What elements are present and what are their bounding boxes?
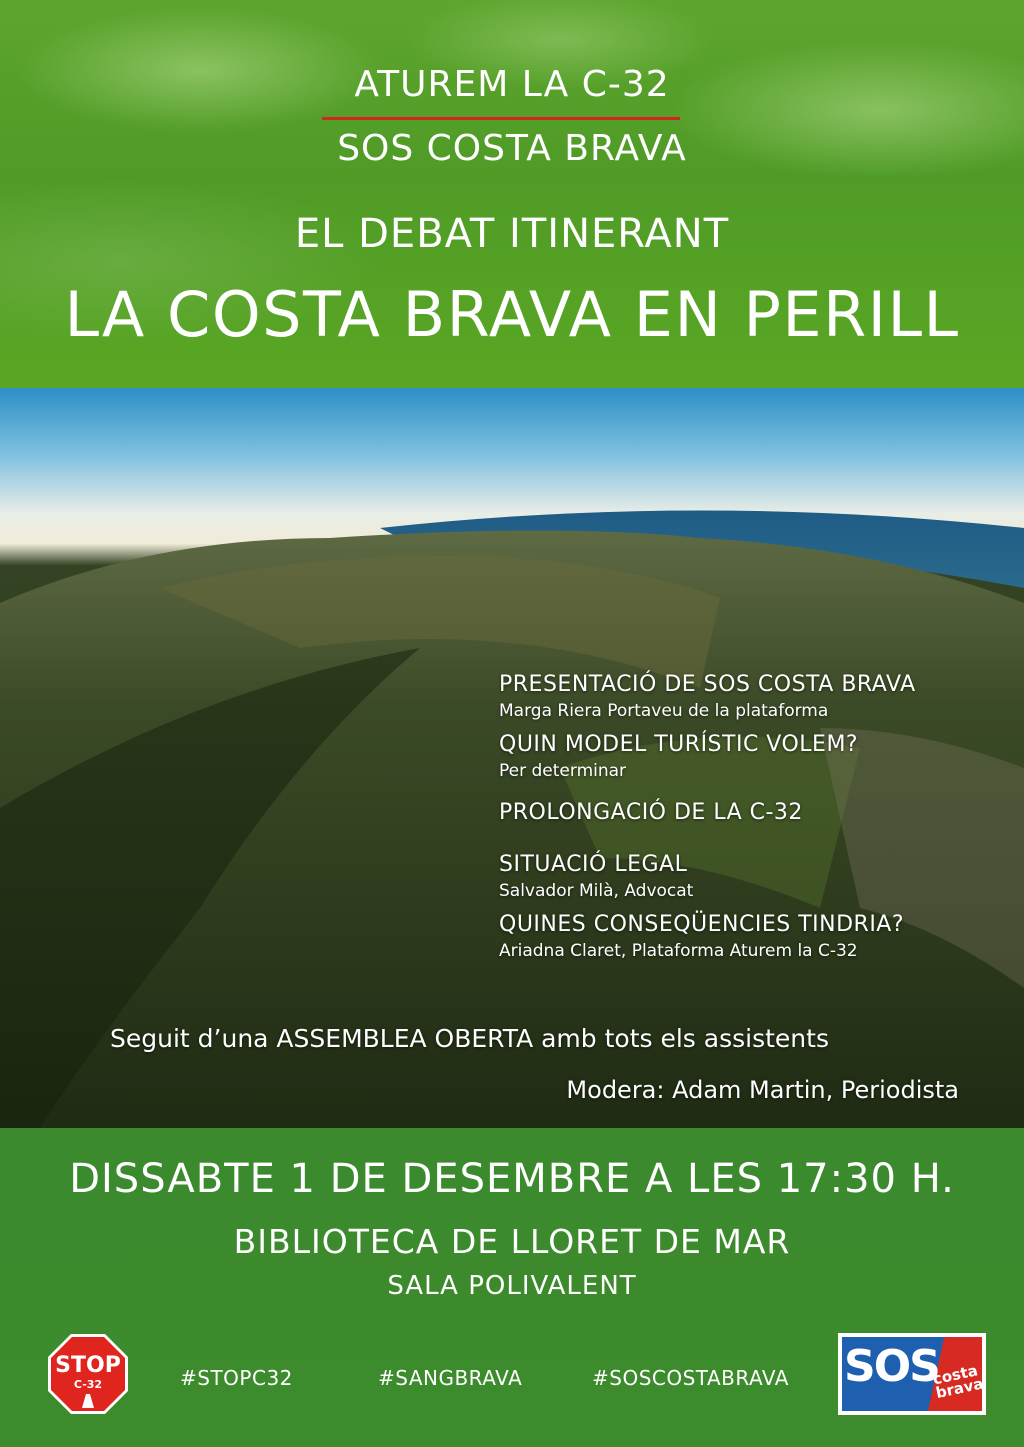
sos-logo-word: SOS — [844, 1341, 939, 1392]
event-venue: BIBLIOTECA DE LLORET DE MAR — [233, 1222, 791, 1261]
agenda-item — [499, 670, 1009, 722]
event-date: DISSABTE 1 DE DESEMBRE A LES 17:30 H. — [69, 1156, 955, 1202]
agenda-item-speaker: Salvador Milà, Advocat — [499, 881, 694, 901]
agenda-item-title: QUINES CONSEQÜENCIES TINDRIA? — [499, 912, 905, 937]
organization-name: SOS COSTA BRAVA — [337, 128, 687, 169]
campaign-title: ATUREM LA C-32 — [354, 64, 670, 105]
poster-header — [0, 0, 1024, 388]
stop-word: STOP — [55, 1353, 121, 1378]
aerial-landscape-photo — [0, 388, 1024, 1128]
agenda-item-speaker: Marga Riera Portaveu de la plataforma — [499, 701, 829, 721]
agenda-item-title: SITUACIÓ LEGAL — [499, 852, 688, 877]
event-series: EL DEBAT ITINERANT — [294, 211, 730, 257]
moderator-note: Modera: Adam Martin, Periodista — [566, 1076, 959, 1104]
poster-footer — [0, 1128, 1024, 1447]
assembly-note: Seguit d’una ASSEMBLEA OBERTA amb tots els assistents — [110, 1024, 829, 1053]
hashtag-stopc32: #STOPC32 — [180, 1366, 293, 1390]
agenda-item-title: PROLONGACIÓ DE LA C-32 — [499, 800, 803, 825]
title-underline — [322, 117, 680, 120]
agenda-item-title: PRESENTACIÓ DE SOS COSTA BRAVA — [499, 672, 916, 697]
agenda-item-title: QUIN MODEL TURÍSTIC VOLEM? — [499, 732, 859, 757]
agenda-list — [499, 670, 1009, 970]
hashtag-sangbrava: #SANGBRAVA — [378, 1366, 523, 1390]
event-title: LA COSTA BRAVA EN PERILL — [64, 278, 960, 351]
hashtag-soscostabrava: #SOSCOSTABRAVA — [592, 1366, 789, 1390]
agenda-item — [499, 850, 1009, 902]
agenda-item — [499, 730, 1009, 782]
sos-logo-small-text: costa brava — [931, 1361, 986, 1403]
agenda-item-speaker — [499, 828, 1009, 842]
event-room: SALA POLIVALENT — [387, 1271, 637, 1301]
agenda-item-speaker: Ariadna Claret, Plataforma Aturem la C-32 — [499, 941, 858, 961]
agenda-item-speaker: Per determinar — [499, 761, 627, 781]
agenda-item — [499, 910, 1009, 962]
sos-costa-brava-logo — [838, 1333, 986, 1415]
agenda-item — [499, 798, 1009, 842]
stop-c32-logo — [46, 1332, 130, 1416]
stop-sub: C-32 — [73, 1378, 103, 1391]
